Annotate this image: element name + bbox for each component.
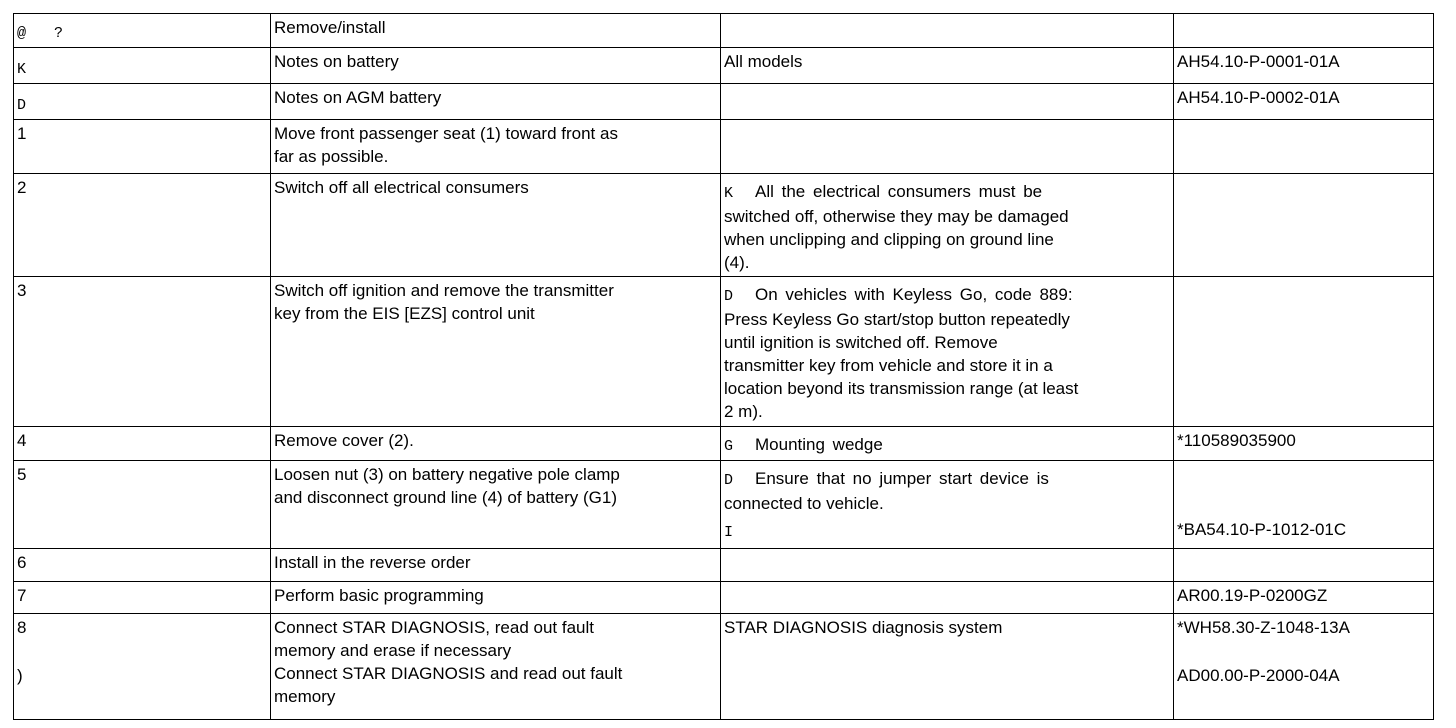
- reference-cell: [1174, 174, 1434, 277]
- step-number-cell: [14, 120, 271, 174]
- notes-text: On vehicles with Keyless Go, code 889:: [755, 285, 1073, 304]
- operation-cell: [271, 549, 721, 582]
- reference-link[interactable]: *110589035900: [1177, 431, 1296, 450]
- info-icon: I: [724, 524, 734, 541]
- alternative-step-icon: ): [17, 666, 23, 685]
- operation-cell: [271, 48, 721, 84]
- operation-text: Notes on AGM battery: [274, 88, 442, 107]
- table-row: [14, 174, 1434, 277]
- reference-cell: [1174, 277, 1434, 427]
- operation-text: Switch off all electrical consumers: [274, 178, 529, 197]
- notes-cell: [721, 461, 1174, 549]
- reference-cell[interactable]: [1174, 461, 1434, 549]
- step-number: 7: [17, 586, 27, 605]
- reference-link[interactable]: *BA54.10-P-1012-01C: [1177, 520, 1347, 539]
- operation-text: Move front passenger seat (1) toward front as: [274, 124, 618, 143]
- notes-text: Press Keyless Go start/stop button repeatedly: [724, 310, 1070, 329]
- table-row: [14, 120, 1434, 174]
- step-number: 3: [17, 281, 27, 300]
- operation-text: memory: [274, 687, 336, 706]
- operation-text: Remove/install: [274, 18, 386, 37]
- notes-cell: [721, 614, 1174, 720]
- tool-icon: G: [724, 438, 734, 455]
- operation-cell: [271, 14, 721, 48]
- table-row: [14, 277, 1434, 427]
- notes-cell: [721, 14, 1174, 48]
- step-number-cell: [14, 614, 271, 720]
- operation-text: Perform basic programming: [274, 586, 484, 605]
- notes-text: Mounting wedge: [755, 435, 883, 454]
- notes-text: All the electrical consumers must be: [755, 182, 1043, 201]
- danger-symbol-icon: D: [17, 97, 27, 114]
- notes-cell: [721, 427, 1174, 461]
- table-row: [14, 427, 1434, 461]
- symbol-cell: [14, 48, 271, 84]
- reference-cell: [1174, 120, 1434, 174]
- step-number: 6: [17, 553, 27, 572]
- reference-link[interactable]: AD00.00-P-2000-04A: [1177, 666, 1340, 685]
- operation-text: Connect STAR DIAGNOSIS, read out fault: [274, 618, 594, 637]
- step-number: 4: [17, 431, 27, 450]
- notes-text: transmitter key from vehicle and store it in a: [724, 356, 1053, 375]
- operation-text: Notes on battery: [274, 52, 399, 71]
- notes-text: until ignition is switched off. Remove: [724, 333, 998, 352]
- notes-cell: [721, 48, 1174, 84]
- reference-cell[interactable]: [1174, 427, 1434, 461]
- reference-cell[interactable]: [1174, 48, 1434, 84]
- operation-text: Connect STAR DIAGNOSIS and read out fault: [274, 664, 623, 683]
- reference-link[interactable]: *WH58.30-Z-1048-13A: [1177, 618, 1350, 637]
- step-number-cell: [14, 427, 271, 461]
- notes-cell: [721, 277, 1174, 427]
- step-number-cell: [14, 174, 271, 277]
- notes-text: location beyond its transmission range (at least: [724, 379, 1079, 398]
- note-symbol-icon: K: [17, 61, 27, 78]
- remove-install-symbol-icon: @: [17, 25, 27, 42]
- notes-text: All models: [724, 52, 803, 71]
- notes-cell: [721, 174, 1174, 277]
- notes-cell: [721, 549, 1174, 582]
- danger-icon: D: [724, 472, 734, 489]
- symbol-cell: [14, 14, 271, 48]
- table-row: [14, 14, 1434, 48]
- step-number-cell: [14, 277, 271, 427]
- notes-cell: [721, 120, 1174, 174]
- operation-text: and disconnect ground line (4) of battery (G1): [274, 488, 618, 507]
- step-number-cell: [14, 549, 271, 582]
- note-icon: K: [724, 185, 734, 202]
- notes-text: (4).: [724, 253, 750, 272]
- reference-cell: [1174, 14, 1434, 48]
- reference-link[interactable]: AH54.10-P-0001-01A: [1177, 52, 1340, 71]
- reference-link[interactable]: AR00.19-P-0200GZ: [1177, 586, 1328, 605]
- notes-text: when unclipping and clipping on ground line: [724, 230, 1054, 249]
- notes-text: 2 m).: [724, 402, 763, 421]
- table-row: [14, 48, 1434, 84]
- danger-icon: D: [724, 288, 734, 305]
- operation-text: memory and erase if necessary: [274, 641, 512, 660]
- reference-cell[interactable]: [1174, 84, 1434, 120]
- reference-link[interactable]: AH54.10-P-0002-01A: [1177, 88, 1340, 107]
- step-number: 8: [17, 618, 27, 637]
- question-symbol-icon: ?: [54, 25, 64, 42]
- reference-cell[interactable]: [1174, 614, 1434, 720]
- table-row: [14, 549, 1434, 582]
- operation-text: Loosen nut (3) on battery negative pole clamp: [274, 465, 620, 484]
- notes-text: Ensure that no jumper start device is: [755, 469, 1049, 488]
- step-number: 2: [17, 178, 27, 197]
- operation-text: Install in the reverse order: [274, 553, 471, 572]
- step-number: 5: [17, 465, 27, 484]
- step-number: 1: [17, 124, 27, 143]
- reference-cell: [1174, 549, 1434, 582]
- operation-cell: [271, 277, 721, 427]
- reference-cell[interactable]: [1174, 582, 1434, 614]
- step-number-cell: [14, 582, 271, 614]
- notes-cell: [721, 84, 1174, 120]
- notes-text: STAR DIAGNOSIS diagnosis system: [724, 618, 1003, 637]
- table-row: [14, 461, 1434, 549]
- notes-text: connected to vehicle.: [724, 494, 884, 513]
- operation-text: Remove cover (2).: [274, 431, 414, 450]
- table-row: [14, 84, 1434, 120]
- notes-text: switched off, otherwise they may be damaged: [724, 207, 1069, 226]
- procedure-table: [13, 13, 1434, 720]
- operation-cell: [271, 427, 721, 461]
- operation-cell: [271, 582, 721, 614]
- table-row: [14, 582, 1434, 614]
- notes-cell: [721, 582, 1174, 614]
- operation-cell: [271, 120, 721, 174]
- operation-text: far as possible.: [274, 147, 389, 166]
- step-number-cell: [14, 461, 271, 549]
- operation-text: key from the EIS [EZS] control unit: [274, 304, 535, 323]
- operation-text: Switch off ignition and remove the transmitter: [274, 281, 614, 300]
- operation-cell: [271, 614, 721, 720]
- operation-cell: [271, 84, 721, 120]
- symbol-cell: [14, 84, 271, 120]
- operation-cell: [271, 174, 721, 277]
- operation-cell: [271, 461, 721, 549]
- table-row: [14, 614, 1434, 720]
